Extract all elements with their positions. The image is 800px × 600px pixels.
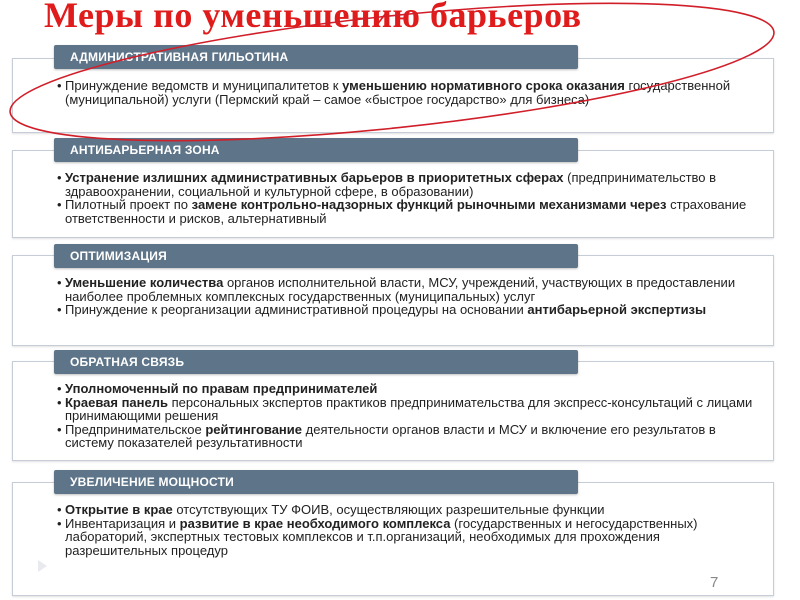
item-bold-text: замене контрольно-надзорных функций рыночными механизмами через: [191, 197, 667, 212]
item-bold-text: развитие в крае необходимого комплекса: [179, 515, 451, 531]
item-text: Принуждение ведомств и муниципалитетов к: [65, 78, 343, 93]
item-bold-text: антибарьерной экспертизы: [527, 302, 707, 317]
item-text: персональных экспертов практиков предпринимательства для экспресс-консультаций с лицами принимающими решения: [65, 394, 753, 423]
section-header-5: УВЕЛИЧЕНИЕ МОЩНОСТИ: [54, 470, 578, 494]
item-bold-text: Устранение излишних административных барьеров в приоритетных сферах: [65, 170, 564, 185]
item-bold-text: Уполномоченный по правам предпринимателей: [65, 381, 378, 396]
item-bold-text: Краевая панель: [65, 394, 168, 410]
section-5-item-2: [57, 517, 765, 558]
section-2-item-2: [57, 198, 765, 225]
arrow-right-icon: [38, 560, 47, 572]
item-bold-text: уменьшению нормативного срока оказания: [342, 78, 625, 93]
item-text: (государственных и негосударственных) лабораторий, экспертных тестовых комплексов и т.п.организаций, необходимых для прохождения разрешительных процедур: [65, 515, 698, 558]
section-3-item-1: [57, 276, 765, 303]
section-panel-2: [12, 150, 774, 238]
section-panel-1: [12, 58, 774, 133]
section-header-4: ОБРАТНАЯ СВЯЗЬ: [54, 350, 578, 374]
section-header-3: ОПТИМИЗАЦИЯ: [54, 244, 578, 268]
item-bold-text: Открытие в крае: [65, 502, 173, 517]
section-2-item-1: [57, 171, 765, 198]
section-header-2: АНТИБАРЬЕРНАЯ ЗОНА: [54, 138, 578, 162]
section-body-4: [13, 362, 773, 450]
item-text: страхование ответственности и рисков, альтернативный: [65, 197, 747, 226]
page-number: 7: [710, 574, 719, 591]
section-3-item-2: [57, 303, 765, 317]
item-bold-text: Уменьшение количества: [65, 275, 224, 290]
item-text: государственной (муниципальной) услуги (Пермский край – самое «быстрое государство» для бизнеса): [65, 78, 731, 107]
item-text: Предпринимательское: [65, 421, 206, 437]
item-text: Принуждение к реорганизации административной процедуры на основании: [65, 302, 528, 317]
section-panel-4: [12, 361, 774, 461]
section-panel-5: [12, 482, 774, 596]
section-panel-3: [12, 255, 774, 346]
section-body-2: [13, 151, 773, 225]
item-text: отсутствующих ТУ ФОИВ, осуществляющих разрешительные функции: [172, 502, 605, 517]
section-1-item-1: [57, 79, 765, 106]
item-text: Инвентаризация и: [65, 515, 180, 531]
section-4-item-1: [57, 382, 765, 396]
section-body-5: [13, 483, 773, 557]
section-header-1: АДМИНИСТРАТИВНАЯ ГИЛЬОТИНА: [54, 45, 578, 69]
item-text: Пилотный проект по: [65, 197, 192, 212]
page-title: Меры по уменьшению барьеров: [44, 0, 582, 35]
item-text: деятельности органов власти и МСУ и включение его результатов в систему показателей результативности: [65, 421, 716, 450]
item-text: органов исполнительной власти, МСУ, учреждений, участвующих в предоставлении наиболее проблемных комплексных государственных (муниципальных) услуг: [65, 275, 736, 304]
item-text: (предпринимательство в здравоохранении, социальной и культурной сфере, в образовании): [65, 170, 717, 199]
section-4-item-2: [57, 396, 765, 423]
section-4-item-3: [57, 423, 765, 450]
section-5-item-1: [57, 503, 765, 517]
item-bold-text: рейтингование: [205, 421, 303, 437]
